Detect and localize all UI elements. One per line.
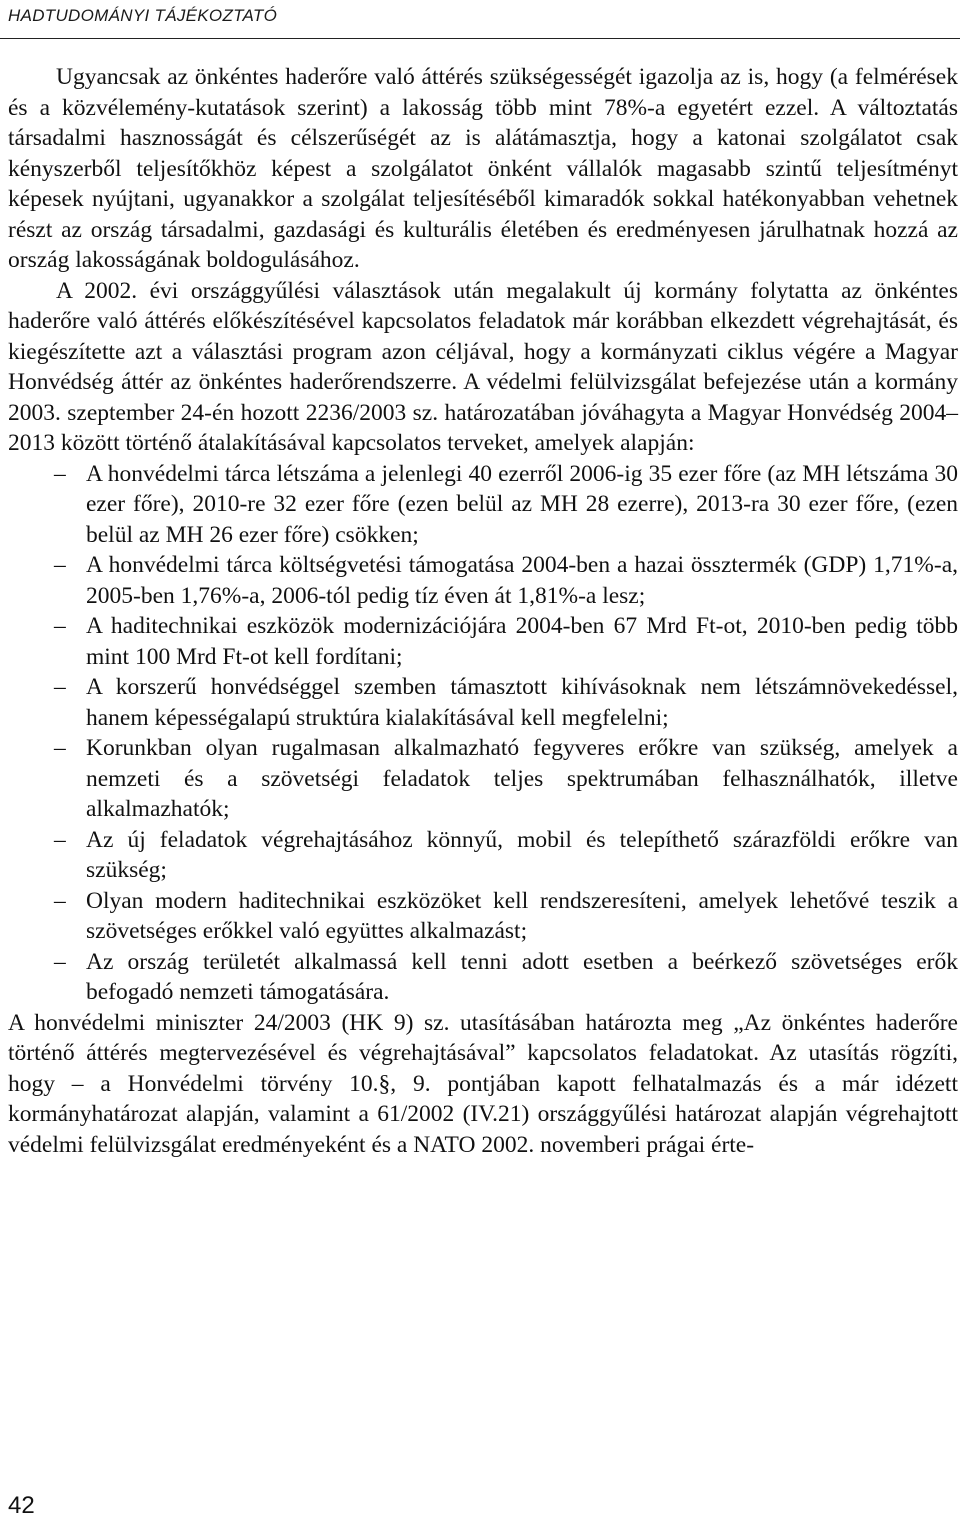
- list-item: – Az új feladatok végrehajtásához könnyű, mobil és telepíthető szárazföldi erőkre van szükség;: [86, 825, 958, 886]
- list-item: – Korunkban olyan rugalmasan alkalmazható fegyveres erőkre van szükség, amelyek a nemzeti és a szövetségi feladatok teljes spektrumában felhasználhatók, illetve alkalmazhatók;: [86, 733, 958, 825]
- paragraph-1: Ugyancsak az önkéntes haderőre való áttérés szükségességét igazolja az is, hogy (a felmérések és a közvélemény-kutatások szerint) a lakosság több mint 78%-a egyetért ezzel. A változtatás társadalmi hasznosságát és célszerűségét az is alátámasztja, hogy a katonai szolgálatot csak kényszerből teljesítőkhöz képest a szolgálatot önként vállalók magasabb szintű teljesítményt képesek nyújtani, ugyanakkor a szolgálat teljesítéséből kimaradók sokkal hatékonyabban vehetnek részt az ország társadalmi, gazdasági és kulturális életében és eredményesen járulhatnak hozzá az ország lakosságának boldogulásához.: [8, 64, 958, 273]
- dash-list: [8, 459, 958, 1008]
- list-item: – A haditechnikai eszközök modernizációjára 2004-ben 67 Mrd Ft-ot, 2010-ben pedig több mint 100 Mrd Ft-ot kell fordítani;: [86, 611, 958, 672]
- paragraph-3: A honvédelmi miniszter 24/2003 (HK 9) sz. utasításában határozta meg „Az önkéntes haderőre történő áttérés megtervezésével és végrehajtásával” kapcsolatos feladatokat. Az utasítás rögzíti, hogy – a Honvédelmi törvény 10.§, 9. pontjában kapott felhatalmazás és a már idézett kormányhatározat alapján, valamint a 61/2002 (IV.21) országgyűlési határozat alapján végrehajtott védelmi felülvizsgálat eredményeként és a NATO 2002. novemberi prágai érte-: [8, 1009, 958, 1158]
- running-header: HADTUDOMÁNYI TÁJÉKOZTATÓ: [8, 6, 278, 25]
- list-item: – Olyan modern haditechnikai eszközöket kell rendszeresíteni, amelyek lehetővé teszik a szövetséges erőkkel való együttes alkalmazást;: [86, 886, 958, 947]
- header-rule: [0, 38, 960, 39]
- article-body: [8, 62, 958, 1160]
- paragraph-2: A 2002. évi országgyűlési választások után megalakult új kormány folytatta az önkéntes haderőre való áttérés előkészítésével kapcsolatos feladatok már korábban elkezdett végrehajtását, és kiegészítette azt a választási program azon céljával, hogy a kormányzati ciklus végére a Magyar Honvédség áttér az önkéntes haderőrendszerre. A védelmi felülvizsgálat befejezése után a kormány 2003. szeptember 24-én hozott 2236/2003 sz. határozatában jóváhagyta a Magyar Honvédség 2004–2013 között történő átalakításával kapcsolatos terveket, amelyek alapján:: [8, 277, 958, 456]
- list-item: – A korszerű honvédséggel szemben támasztott kihívásoknak nem létszámnövekedéssel, hanem képességalapú struktúra kialakításával kell megfelelni;: [86, 672, 958, 733]
- list-item: – A honvédelmi tárca létszáma a jelenlegi 40 ezerről 2006-ig 35 ezer főre (az MH létszáma 30 ezer főre), 2010-re 32 ezer főre (ezen belül az MH 28 ezerre), 2013-ra 30 ezer főre, (ezen belül az MH 26 ezer főre) csökken;: [86, 459, 958, 551]
- list-item: – Az ország területét alkalmassá kell tenni adott esetben a beérkező szövetséges erők befogadó nemzeti támogatására.: [86, 947, 958, 1008]
- page-number: 42: [8, 1492, 35, 1519]
- list-item: – A honvédelmi tárca költségvetési támogatása 2004-ben a hazai össztermék (GDP) 1,71%-a, 2005-ben 1,76%-a, 2006-tól pedig tíz éven át 1,81%-a lesz;: [86, 550, 958, 611]
